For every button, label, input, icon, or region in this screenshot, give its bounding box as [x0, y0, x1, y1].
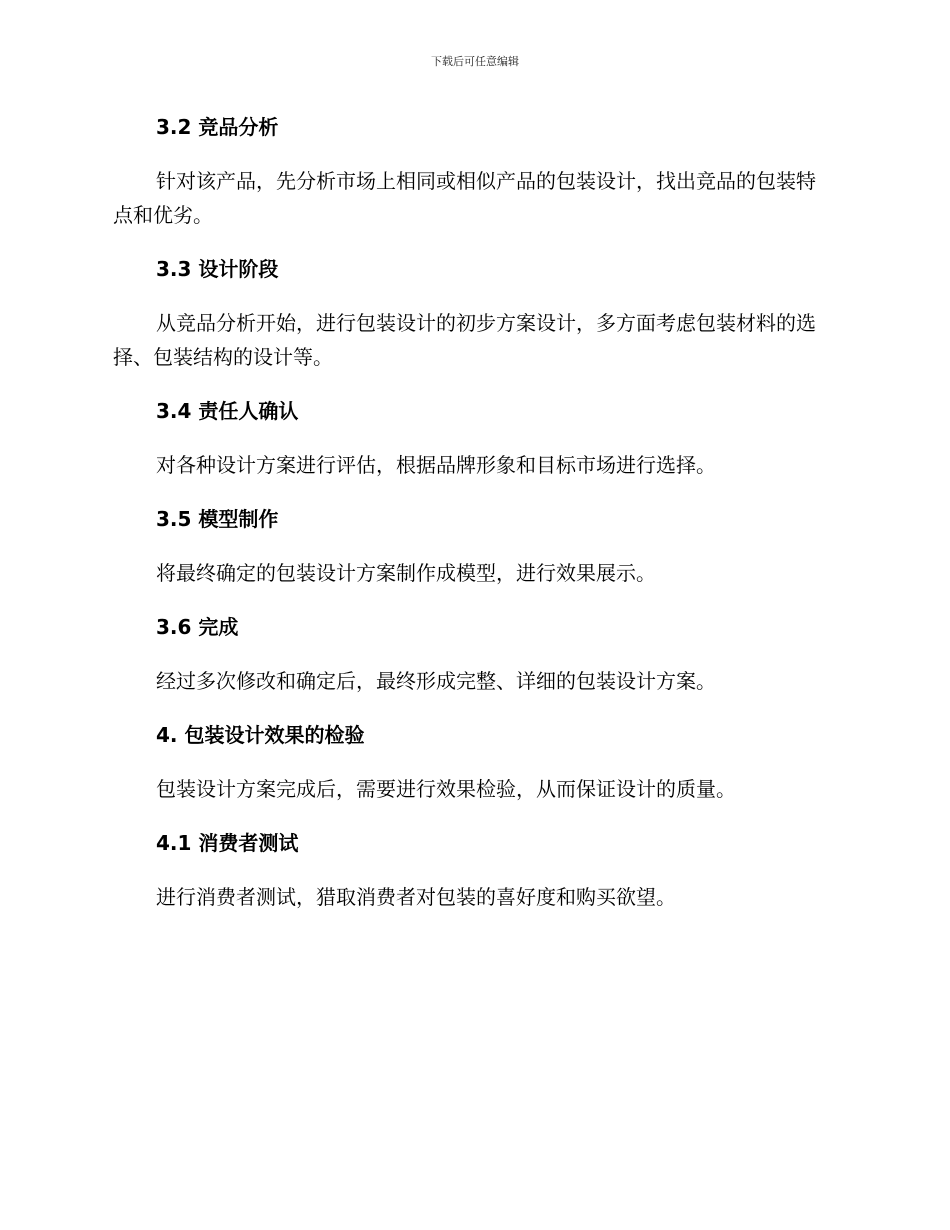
- section-heading-3-3: 3.3 设计阶段: [156, 257, 279, 281]
- section-heading-3-4: 3.4 责任人确认: [156, 399, 299, 423]
- header-note: 下载后可任意编辑: [431, 55, 519, 68]
- paragraph-4-1: 进行消费者测试，猎取消费者对包装的喜好度和购买欲望。: [156, 885, 676, 909]
- paragraph-3-3: 从竞品分析开始，进行包装设计的初步方案设计，多方面考虑包装材料的选择、包装结构的设计等。: [113, 311, 816, 369]
- paragraph-3-5: 将最终确定的包装设计方案制作成模型，进行效果展示。: [156, 561, 656, 585]
- section-heading-3-2: 3.2 竞品分析: [156, 115, 279, 139]
- section-heading-3-6: 3.6 完成: [156, 615, 239, 639]
- paragraph-3-6: 经过多次修改和确定后，最终形成完整、详细的包装设计方案。: [156, 669, 716, 693]
- section-heading-3-5: 3.5 模型制作: [156, 507, 279, 531]
- document-body: [113, 110, 833, 934]
- paragraph-3-2: 针对该产品，先分析市场上相同或相似产品的包装设计，找出竞品的包装特点和优劣。: [113, 169, 816, 227]
- paragraph-3-4: 对各种设计方案进行评估，根据品牌形象和目标市场进行选择。: [156, 453, 716, 477]
- section-heading-4-1: 4.1 消费者测试: [156, 831, 299, 855]
- section-heading-4: 4. 包装设计效果的检验: [156, 723, 365, 747]
- paragraph-4: 包装设计方案完成后，需要进行效果检验，从而保证设计的质量。: [156, 777, 736, 801]
